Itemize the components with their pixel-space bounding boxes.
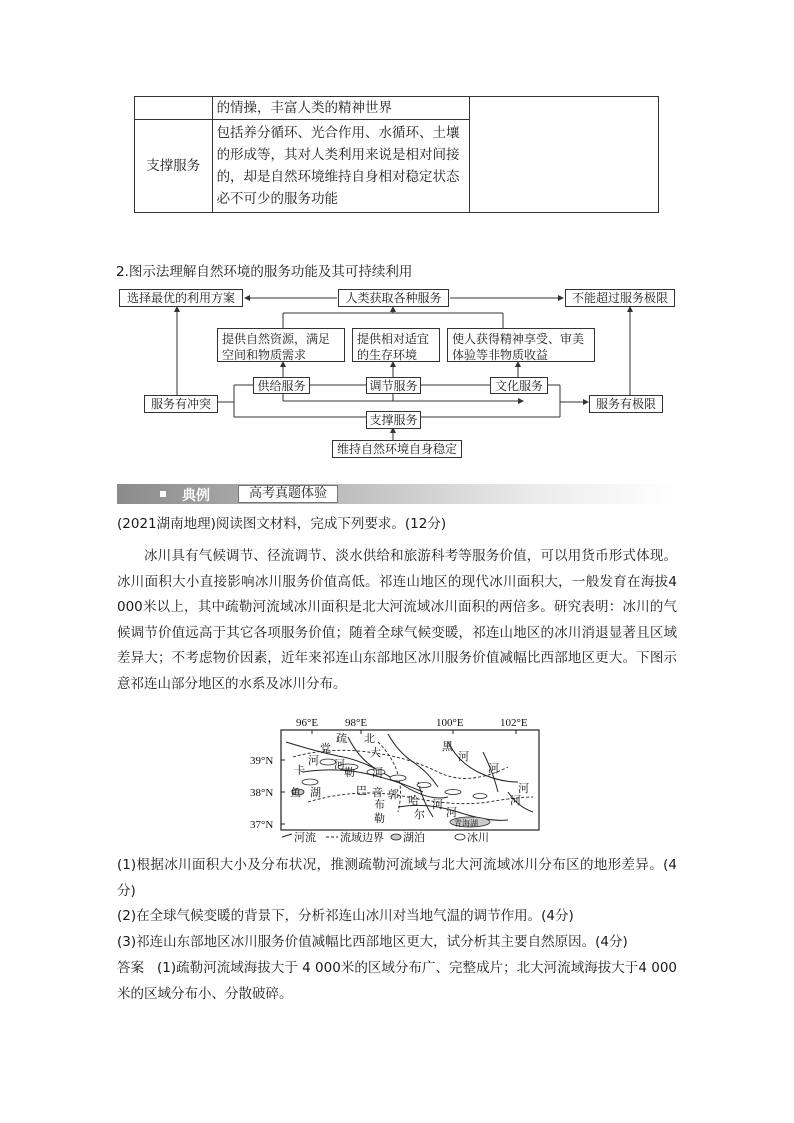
supply-service-box: 供给服务 [253, 377, 310, 394]
provide-environment-box: 提供相对适宜的生存环境 [352, 328, 440, 362]
map-label: 哈 [408, 794, 419, 807]
support-service-box: 支撑服务 [366, 411, 421, 429]
culture-service-box: 文化服务 [490, 377, 548, 394]
lon-label: 102°E [500, 717, 528, 729]
map-label: 河 [518, 782, 529, 795]
table-cell-label: 支撑服务 [135, 120, 213, 213]
map-label: 河 [334, 758, 345, 771]
map-label: 卡 [294, 764, 305, 777]
map-label: 疏 [336, 732, 347, 745]
lon-label: 98°E [345, 717, 368, 729]
glacier-icon [455, 834, 465, 840]
square-bullet-icon [160, 491, 166, 497]
table-cell-text: 的情操，丰富人类的精神世界 [212, 97, 470, 120]
map-label: 音 [372, 786, 383, 799]
map-label: 黑 [442, 740, 453, 753]
map-label: 鱼 [290, 786, 301, 799]
diagram-connectors [0, 0, 794, 470]
maintain-stability-box: 维持自然环境自身稳定 [332, 440, 462, 458]
map-label: 尔 [414, 808, 425, 821]
map-label: 布 [374, 798, 385, 811]
answer-label: 答案 [117, 960, 145, 976]
map-label: 河 [308, 754, 319, 767]
map-label: 巴 [356, 784, 367, 797]
map-label: 河 [458, 750, 469, 763]
lon-label: 96°E [296, 717, 319, 729]
map-label: 郭 [388, 788, 399, 801]
map-label: 河 [510, 794, 521, 807]
banner-label: 典例 [182, 488, 210, 504]
service-limit-box: 服务有极限 [589, 395, 663, 413]
get-services-box: 人类获取各种服务 [338, 289, 449, 307]
legend-lake: 湖泊 [403, 831, 425, 844]
legend-boundary: 流域边界 [340, 831, 384, 844]
legend-glacier: 冰川 [467, 831, 489, 844]
question-source: (2021湖南地理)阅读图文材料，完成下列要求。(12分) [117, 516, 447, 532]
banner-tag: 高考真题体验 [238, 485, 338, 503]
answer-text: (1)疏勒河流域海拔大于 4 000米的区域分布广、完整成片；北大河流域海拔大于4 000米的区域分布小、分散破碎。 [117, 960, 678, 1002]
example-banner [117, 484, 677, 504]
qilian-map [248, 712, 548, 844]
best-plan-box: 选择最优的利用方案 [119, 289, 243, 307]
map-label: 北 [364, 732, 375, 745]
lat-label: 39°N [250, 755, 274, 767]
question-1: (1)根据冰川面积大小及分布状况，推测疏勒河流域与北大河流域冰川分布区的地形差异。(4分) [117, 857, 677, 899]
map-label: 河 [446, 806, 457, 819]
map-label: 河 [432, 798, 443, 811]
answer-block [117, 956, 677, 1007]
provide-resources-box: 提供自然资源，满足空间和物质需求 [217, 328, 345, 362]
map-label: 湖 [310, 786, 321, 799]
no-exceed-box: 不能超过服务极限 [565, 289, 675, 307]
legend-river: 河流 [294, 831, 316, 844]
question-material: 冰川具有气候调节、径流调节、淡水供给和旅游科考等服务价值，可以用货币形式体现。冰川面积大小直接影响冰川服务价值高低。祁连山地区的现代冰川面积大，一般发育在海拔4 000米以上，其中疏勒河流域冰川面积是北大河流域冰川面积的两倍多。研究表明：冰川的气候调节价值远高于其它各项服务价值；随着全球气候变暖，祁连山地区的冰川消退显著且区域差异大；不考虑物价因素，近年来祁连山东部地区冰川服务价值减幅比西部地区更大。下图示意祁连山部分地区的水系及冰川分布。 [117, 548, 677, 692]
question-2: (2)在全球气候变暖的背景下，分析祁连山冰川对当地气温的调节作用。(4分) [117, 908, 574, 924]
spiritual-benefit-box: 使人获得精神享受、审美体验等非物质收益 [447, 328, 595, 362]
service-conflict-box: 服务有冲突 [144, 395, 218, 413]
lat-label: 37°N [250, 819, 274, 831]
map-label: 河 [372, 766, 383, 779]
lake-icon [391, 834, 401, 840]
map-label: 勒 [374, 812, 385, 825]
lat-label: 38°N [250, 787, 274, 799]
map-label: 大 [370, 746, 381, 759]
map-label: 青海湖 [454, 819, 478, 828]
lon-label: 100°E [436, 717, 464, 729]
map-label: 勒 [344, 766, 355, 779]
table-cell-text: 包括养分循环、光合作用、水循环、土壤的形成等，其对人类利用来说是相对间接的，却是自然环境维持自身相对稳定状态必不可少的服务功能 [212, 120, 470, 213]
section-title: 2.图示法理解自然环境的服务功能及其可持续利用 [116, 264, 413, 280]
question-3: (3)祁连山东部地区冰川服务价值减幅比西部地区更大，试分析其主要自然原因。(4分) [117, 934, 628, 950]
regulate-service-box: 调节服务 [366, 377, 421, 394]
map-label: 河 [488, 762, 499, 775]
map-label: 党 [320, 742, 331, 755]
